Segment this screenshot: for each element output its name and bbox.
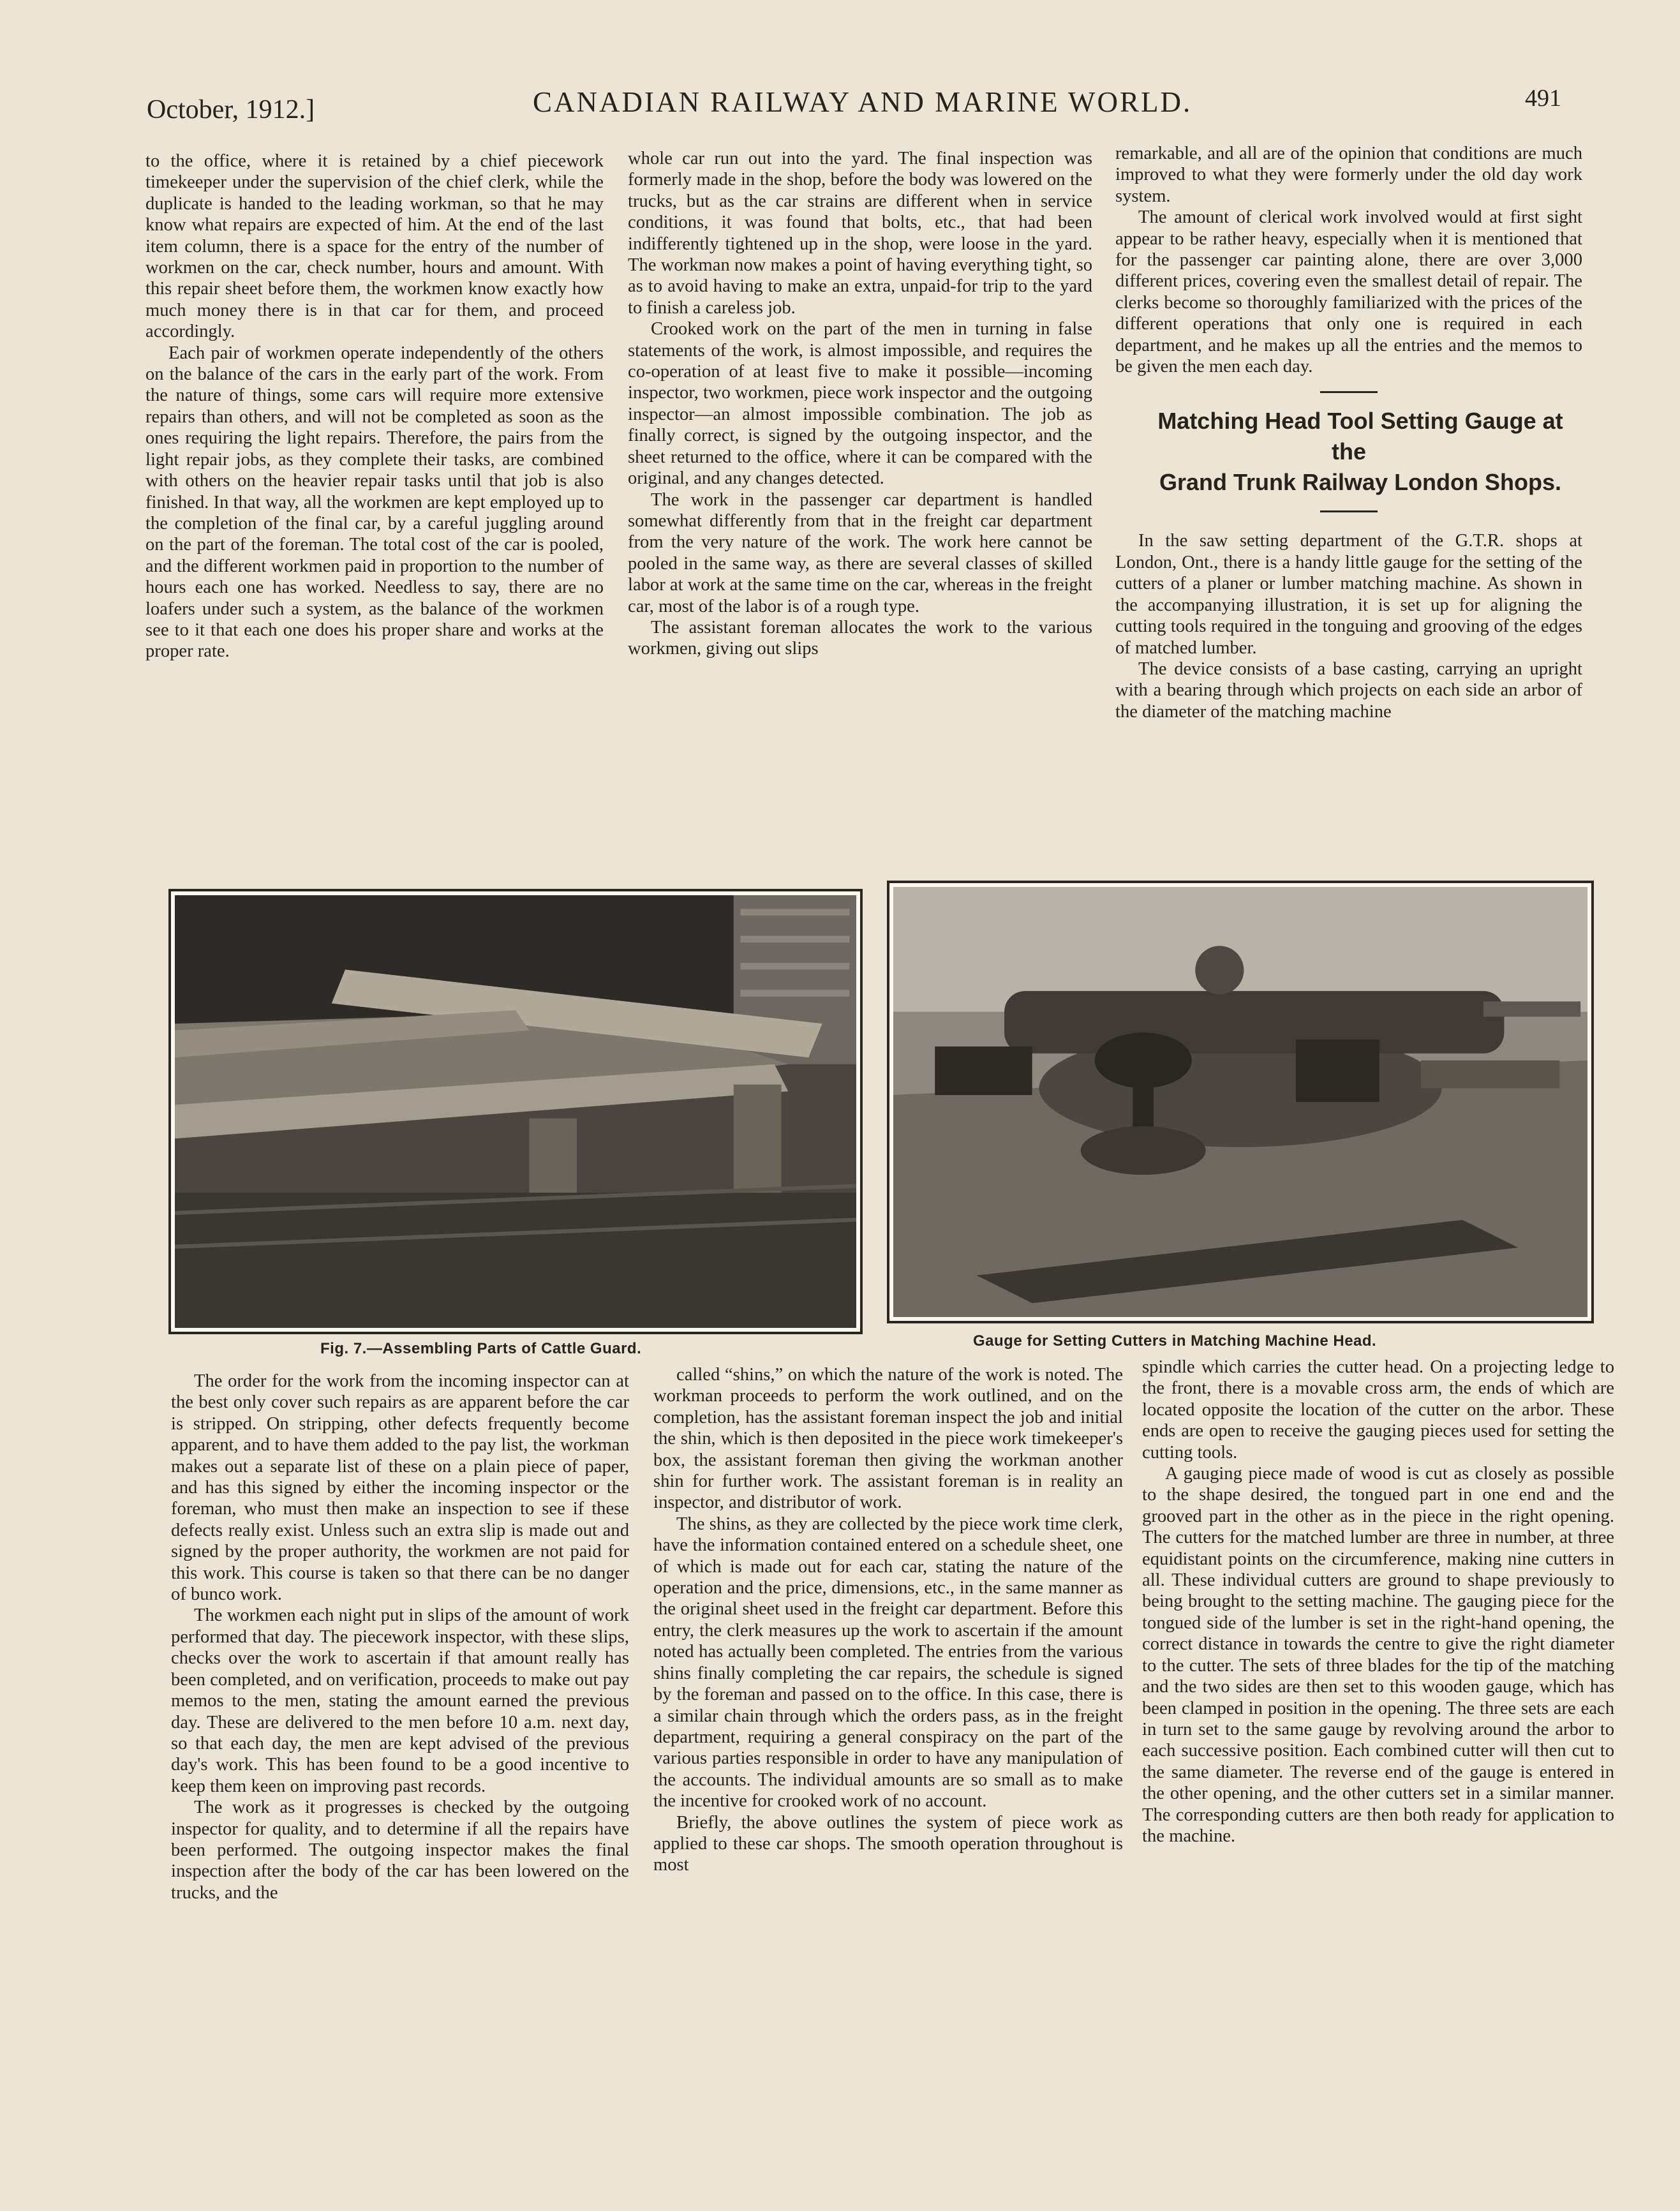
column-3-bottom bbox=[1142, 1357, 1614, 2155]
paragraph: The shins, as they are collected by the piece work time clerk, have the information contained entered on a schedule sheet, one of which is made out for each car, stating the nature of the operation and the price, dimensions, etc., in the same manner as the original sheet used in the freight car department. Before this entry, the clerk measures up the work to ascertain if the amount noted has actually been completed. The entries from the various shins finally completing the car repairs, the schedule is signed by the foreman and passed on to the office. In this case, there is a similar chain through which the orders pass, as in the freight department, requiring a general conspiracy on the part of the various parties responsible in order to have any manipulation of the accounts. The individual amounts are so small as to make the incentive for crooked work of no account. bbox=[653, 1514, 1123, 1812]
paragraph: A gauging piece made of wood is cut as closely as possible to the shape desired, the tongued part in one end and the grooved part in the other as in the piece in the right opening. The cutters for the matched lumber are three in number, at three equidistant points on the circumference, making nine cutters in all. These individual cutters are ground to shape previously to being brought to the setting machine. The gauging piece for the tongued side of the lumber is set in the right-hand opening, the correct distance in towards the centre to give the right diameter to the cutter. The sets of three blades for the tip of the matching and the two sides are then set to this wooden gauge, which has been clamped in position in the opening. The three sets are each in turn set to the same gauge by revolving around the arbor to each successive position. Each combined cutter will then cut to the same diameter. The reverse end of the gauge is entered in the other opening, and the other cutters set in a similar manner. The corresponding cutters are then both ready for application to the machine. bbox=[1142, 1464, 1614, 1846]
paragraph: whole car run out into the yard. The final inspection was formerly made in the shop, before the body was lowered on the trucks, but as the car strains are different when in service conditions, it was found that bolts, etc., that had been indifferently tightened up in the shop, were loose in the yard. The workman now makes a point of having everything tight, so as to avoid having to make an extra, unpaid-for trip to the yard to finish a careless job. bbox=[628, 149, 1092, 318]
column-1-top bbox=[145, 151, 604, 868]
column-2-top bbox=[628, 148, 1092, 868]
paragraph: to the office, where it is retained by a chief piecework timekeeper under the supervision of the chief clerk, while the duplicate is handed to the leading workman, so that he may know what repairs are expected of him. At the end of the last item column, there is a space for the entry of the number of workmen on the car, check number, hours and amount. With this repair sheet before them, the workmen know exactly how much money there is in that car for them, and proceed accordingly. bbox=[145, 151, 604, 342]
cutter-gauge-image bbox=[893, 887, 1587, 1317]
paragraph: remarkable, and all are of the opinion that conditions are much improved to what they were formerly under the old day work system. bbox=[1115, 144, 1582, 206]
figure-caption-right: Gauge for Setting Cutters in Matching Machine Head. bbox=[973, 1332, 1377, 1350]
column-3-top bbox=[1115, 143, 1582, 863]
paragraph: Crooked work on the part of the men in turning in false statements of the work, is almost impossible, and requires the co-operation of at least five to make it possible—incoming inspector, two workmen, piece work inspector and the outgoing inspector—an almost impossible combination. The job as finally correct, is signed by the outgoing inspector, and the sheet returned to the office, where it can be compared with the original, and any changes detected. bbox=[628, 319, 1092, 489]
paragraph: The workmen each night put in slips of the amount of work performed that day. The piecework inspector, with these slips, checks over the work to ascertain if that amount really has been completed, and on verification, proceeds to make out pay memos to the men, stating the amount earned the previous day. These are delivered to the men before 10 a.m. next day, so that each day, the men are kept advised of the previous day's work. This has been found to be a good incentive to keep them keen on improving past records. bbox=[171, 1605, 629, 1796]
paragraph: The assistant foreman allocates the work to the various workmen, giving out slips bbox=[628, 617, 1092, 659]
paragraph: The work as it progresses is checked by the outgoing inspector for quality, and to determine if all the repairs have been performed. The outgoing inspector makes the final inspection after the body of the car has been lowered on the trucks, and the bbox=[171, 1798, 629, 1903]
paragraph: spindle which carries the cutter head. On a projecting ledge to the front, there is a movable cross arm, the ends of which are located opposite the location of the cutter on the arbor. These ends are open to receive the gauging pieces used for setting the cutting tools. bbox=[1142, 1357, 1614, 1463]
paragraph: The work in the passenger car department is handled somewhat differently from that in the freight car department from the very nature of the work. The work here cannot be pooled in the same way, as there are several classes of skilled labor at work at the same time on the car, whereas in the freight car, most of the labor is of a rough type. bbox=[628, 489, 1092, 616]
issue-date: October, 1912.] bbox=[147, 95, 315, 124]
paragraph: In the saw setting department of the G.T.R. shops at London, Ont., there is a handy little gauge for the setting of the cutters of a planer or lumber matching machine. As shown in the accompanying illustration, it is set up for aligning the cutting tools required in the tonguing and grooving of the edges of matched lumber. bbox=[1115, 531, 1582, 658]
article-heading-line-1: Matching Head Tool Setting Gauge at the bbox=[1157, 408, 1563, 465]
paragraph: Each pair of workmen operate independently of the others on the balance of the cars in the early part of the work. From the nature of things, some cars will require more extensive repairs than others, and will not be completed as soon as the ones requiring the light repairs. Therefore, the pairs from the light repair jobs, as they complete their tasks, are combined with others on the heavier repair tasks until that job is also finished. In that way, all the workmen are kept employed up to the completion of the final car, by a careful juggling around on the part of the foreman. The total cost of the car is pooled, and the different workmen paid in proportion to the number of hours each one has worked. Needless to say, there are no loafers under such a system, as the balance of the workmen see to it that each one does his proper share and works at the proper rate. bbox=[145, 343, 604, 662]
article-heading-line-2: Grand Trunk Railway London Shops. bbox=[1159, 469, 1562, 496]
column-1-bottom bbox=[171, 1371, 629, 2162]
cattle-guard-photo bbox=[168, 889, 863, 1334]
paragraph: The amount of clerical work involved would at first sight appear to be rather heavy, especially when it is mentioned that for the passenger car painting alone, there are over 3,000 different prices, covering even the smallest detail of repair. The clerks become so thoroughly familiarized with the prices of the different operations that only one is required in each department, and he makes up all the entries and the memos to be given the men each day. bbox=[1115, 207, 1582, 377]
cutter-gauge-photo bbox=[887, 881, 1594, 1323]
publication-title: CANADIAN RAILWAY AND MARINE WORLD. bbox=[533, 86, 1193, 118]
cattle-guard-image bbox=[175, 895, 856, 1328]
page-number: 491 bbox=[1525, 85, 1561, 112]
paragraph: Briefly, the above outlines the system of piece work as applied to these car shops. The smooth operation throughout is most bbox=[653, 1812, 1123, 1875]
figure-caption-left: Fig. 7.—Assembling Parts of Cattle Guard. bbox=[320, 1340, 642, 1357]
running-head bbox=[140, 82, 1582, 124]
paragraph: The order for the work from the incoming inspector can at the best only cover such repairs as are apparent before the car is stripped. On stripping, other defects frequently become apparent, and to have them added to the pay list, the workman makes out a separate list of these on a plain piece of paper, and has this signed by either the incoming inspector or the foreman, who must then make an inspection to see if these defects really exist. Unless such an extra slip is made out and signed by the proper authority, the workmen are not paid for this work. This course is taken so that there can be no danger of bunco work. bbox=[171, 1371, 629, 1605]
paragraph: called “shins,” on which the nature of the work is noted. The workman proceeds to perform the work outlined, and on the completion, has the assistant foreman inspect the job and initial the shin, which is then deposited in the piece work timekeeper's box, the assistant foreman then giving the workman another shin for further work. The assistant foreman is in reality an inspector, and distributor of work. bbox=[653, 1365, 1123, 1513]
column-2-bottom bbox=[653, 1364, 1123, 2162]
paragraph: The device consists of a base casting, carrying an upright with a bearing through which projects on each side an arbor of the diameter of the matching machine bbox=[1115, 659, 1582, 722]
